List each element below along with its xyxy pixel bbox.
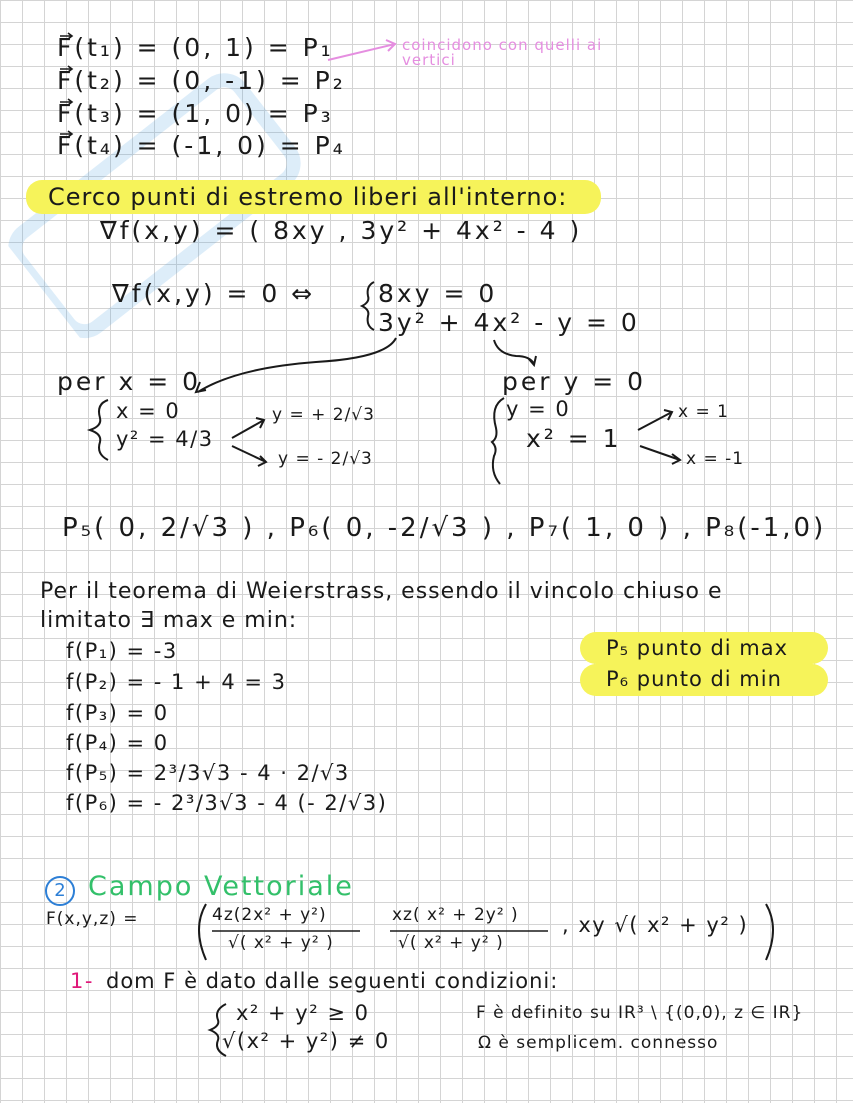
section-title: Campo Vettoriale — [88, 871, 354, 902]
branch-arrow-up-y — [638, 410, 672, 430]
case-x-result-1: y = + 2/√3 — [272, 405, 375, 425]
arrow-to-case-y — [494, 340, 536, 365]
condition-2: √(x² + y²) ≠ 0 — [222, 1029, 390, 1053]
value-p6: f(P₆) = - 2³/3√3 - 4 (- 2/√3) — [66, 791, 388, 815]
component-1-numerator: 4z(2x² + y²) — [212, 905, 327, 925]
section-number: 2 — [45, 876, 75, 906]
component-2-denominator: √( x² + y² ) — [398, 933, 504, 953]
critical-points: P₅( 0, 2/√3 ) , P₆( 0, -2/√3 ) , P₇( 1, 0 ) , P₈(-1,0) — [62, 513, 827, 543]
vertex-note-1: coincidono con quelli ai — [402, 36, 603, 54]
max-label: P₅ punto di max — [606, 636, 789, 660]
gradient: ∇f(x,y) = ( 8xy , 3y² + 4x² - 4 ) — [100, 216, 583, 245]
case-y-row-1: y = 0 — [506, 397, 571, 421]
component-1-denominator: √( x² + y² ) — [228, 933, 334, 953]
branch-arrow-up — [232, 418, 264, 438]
defined-on: F è definito su IR³ \ {(0,0), z ∈ IR} — [476, 1003, 804, 1023]
note-arrow — [328, 40, 395, 60]
domain-text: dom F è dato dalle seguenti condizioni: — [106, 969, 559, 993]
arrow-to-case-x — [196, 338, 396, 392]
branch-arrow-down — [232, 446, 266, 466]
value-p5: f(P₅) = 2³/3√3 - 4 · 2/√3 — [66, 761, 350, 785]
system-eq-1: 8xy = 0 — [378, 279, 498, 308]
condition-1: x² + y² ≥ 0 — [236, 1001, 370, 1025]
param-line-1: F(t₁) = (0, 1) = P₁ — [57, 33, 334, 62]
item-number: 1- — [70, 969, 94, 993]
connected-note: Ω è semplicem. connesso — [478, 1033, 719, 1053]
value-p3: f(P₃) = 0 — [66, 701, 169, 725]
interior-heading: Cerco punti di estremo liberi all'interno: — [48, 183, 568, 211]
param-line-4: F(t₄) = (-1, 0) = P₄ — [57, 131, 346, 160]
left-paren — [199, 904, 206, 960]
gradient-zero: ∇f(x,y) = 0 ⇔ — [112, 279, 316, 308]
component-2-numerator: xz( x² + 2y² ) — [392, 905, 519, 925]
branch-arrow-down-y — [640, 446, 680, 464]
case-x-label: per x = 0 — [57, 367, 202, 396]
field-lhs: F(x,y,z) = — [46, 909, 139, 929]
value-p2: f(P₂) = - 1 + 4 = 3 — [66, 670, 287, 694]
case-y-result-2: x = -1 — [686, 449, 745, 469]
case-x-row-1: x = 0 — [116, 399, 181, 423]
case-y-row-2: x² = 1 — [526, 424, 622, 453]
case-y-label: per y = 0 — [502, 367, 647, 396]
case-x-result-2: y = - 2/√3 — [278, 449, 373, 469]
case-x-row-2: y² = 4/3 — [116, 427, 214, 451]
value-p1: f(P₁) = -3 — [66, 639, 178, 663]
case-x-brace — [90, 400, 108, 460]
param-line-2: F(t₂) = (0, -1) = P₂ — [57, 66, 346, 95]
weierstrass-text-1: Per il teorema di Weierstrass, essendo il vincolo chiuso e — [40, 579, 723, 604]
right-paren — [766, 904, 773, 960]
system-brace — [362, 282, 374, 330]
min-label: P₆ punto di min — [606, 667, 782, 691]
value-p4: f(P₄) = 0 — [66, 731, 169, 755]
weierstrass-text-2: limitato ∃ max e min: — [40, 608, 298, 633]
system-eq-2: 3y² + 4x² - y = 0 — [378, 308, 640, 337]
vertex-note-2: vertici — [402, 51, 456, 69]
component-3: , xy √( x² + y² ) — [562, 913, 749, 937]
case-y-result-1: x = 1 — [678, 402, 729, 422]
case-y-brace — [492, 398, 504, 484]
param-line-3: F(t₃) = (1, 0) = P₃ — [57, 99, 334, 128]
